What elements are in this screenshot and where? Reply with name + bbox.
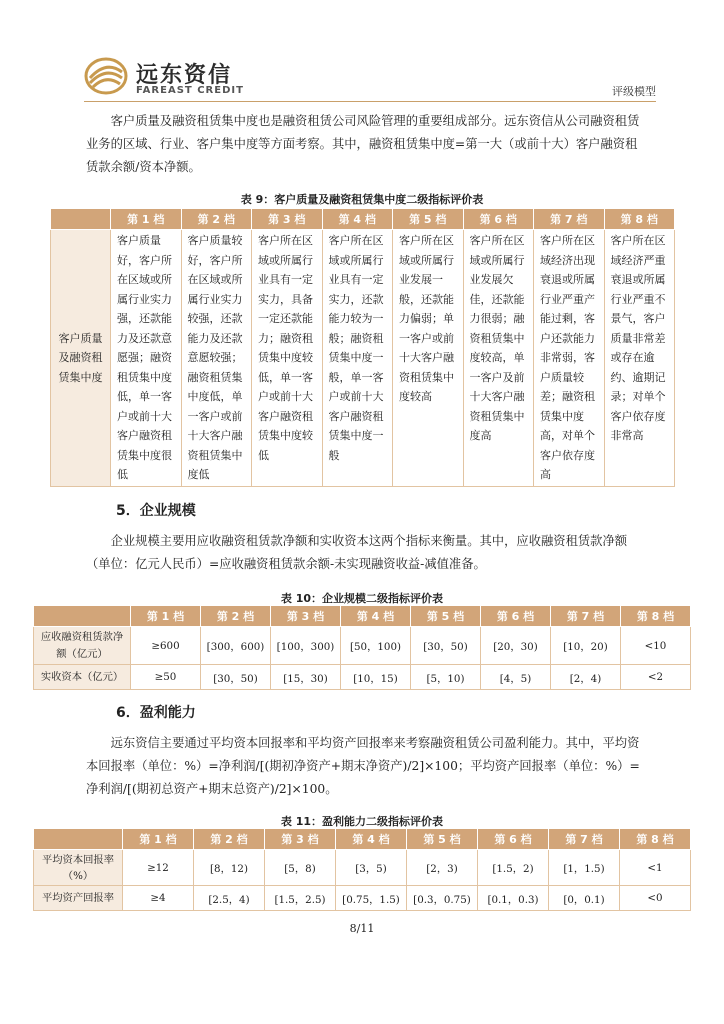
table10-row-label: 实收资本（亿元） — [34, 665, 131, 690]
table11-header-row — [34, 829, 691, 850]
table11-cell: <1 — [620, 850, 691, 886]
table10-header: 第 3 档 — [271, 606, 341, 627]
table11-cell: [2，3) — [407, 850, 478, 886]
table10-cell: <2 — [621, 665, 691, 690]
table10-header: 第 6 档 — [481, 606, 551, 627]
table-row — [34, 627, 691, 665]
table11-cell: [0.1，0.3) — [478, 886, 549, 911]
table9-cell: 客户所在区域或所属行业具有一定实力，还款能力较为一般；融资租赁集中度一般，单一客户或前十大客户融资租赁集中度一般 — [322, 230, 393, 487]
table10-cell: [10，20) — [551, 627, 621, 665]
table11-cell: [1.5，2) — [478, 850, 549, 886]
table11-cell: [8，12) — [194, 850, 265, 886]
table10-cell: [100，300) — [271, 627, 341, 665]
table10-corner-cell — [34, 606, 131, 627]
intro-paragraph: 客户质量及融资租赁集中度也是融资租赁公司风险管理的重要组成部分。远东资信从公司融资租赁业务的区域、行业、客户集中度等方面考察。其中，融资租赁集中度=第一大（或前十大）客户融资租赁款余额/资本净额。 — [86, 114, 640, 174]
table10-header: 第 5 档 — [411, 606, 481, 627]
table11-cell: ≥12 — [123, 850, 194, 886]
table10-header-row — [34, 606, 691, 627]
table9-cell: 客户所在区域或所属行业发展欠佳，还款能力很弱；融资租赁集中度较高，单一客户及前十大客户融资租赁集中度高 — [463, 230, 534, 487]
table9 — [50, 208, 675, 487]
table9-header: 第 8 档 — [604, 209, 675, 230]
table10-header: 第 8 档 — [621, 606, 691, 627]
table11-header: 第 7 档 — [549, 829, 620, 850]
table11-row-label: 平均资本回报率（%） — [34, 850, 123, 886]
company-logo — [84, 56, 324, 100]
table10 — [33, 605, 691, 690]
table10-header: 第 4 档 — [341, 606, 411, 627]
table-row — [34, 886, 691, 911]
table9-cell: 客户所在区域或所属行业发展一般，还款能力偏弱；单一客户或前十大客户融资租赁集中度较高 — [393, 230, 464, 487]
table11-cell: [0.75，1.5) — [336, 886, 407, 911]
table10-cell: [30，50) — [201, 665, 271, 690]
table10-cell: [2，4) — [551, 665, 621, 690]
logo-chinese-name: 远东资信 — [136, 63, 233, 88]
table11-header: 第 1 档 — [123, 829, 194, 850]
table11-header: 第 5 档 — [407, 829, 478, 850]
table11-caption: 表 11：盈利能力二级指标评价表 — [280, 815, 444, 828]
table10-caption: 表 10：企业规模二级指标评价表 — [280, 592, 444, 605]
logo-emblem-icon — [84, 56, 128, 96]
table11-corner-cell — [34, 829, 123, 850]
table10-row-label: 应收融资租赁款净额（亿元） — [34, 627, 131, 665]
table11 — [33, 828, 691, 911]
table9-cell: 客户所在区域经济严重衰退或所属行业严重不景气，客户质量非常差或存在逾约、逾期记录；对单个客户依存度非常高 — [604, 230, 675, 487]
table11-row-label: 平均资产回报率 — [34, 886, 123, 911]
header-divider — [84, 101, 656, 102]
table11-header: 第 4 档 — [336, 829, 407, 850]
table9-header: 第 2 档 — [181, 209, 252, 230]
table-row — [34, 665, 691, 690]
table9-cell: 客户质量较好，客户所在区域或所属行业实力较强，还款能力及还款意愿较强；融资租赁集中度低，单一客户或前十大客户融资租赁集中度低 — [181, 230, 252, 487]
table11-cell: [5，8) — [265, 850, 336, 886]
section5-paragraph: 企业规模主要用应收融资租赁款净额和实收资本这两个指标来衡量。其中，应收融资租赁款净额（单位：亿元人民币）=应收融资租赁款余额-未实现融资收益-减值准备。 — [86, 534, 628, 571]
table11-header: 第 2 档 — [194, 829, 265, 850]
table10-cell: [30，50) — [411, 627, 481, 665]
table10-cell: [50，100) — [341, 627, 411, 665]
section6-title: 6．盈利能力 — [116, 705, 196, 721]
table9-header-row — [51, 209, 675, 230]
table11-cell: [2.5，4) — [194, 886, 265, 911]
table11-header: 第 3 档 — [265, 829, 336, 850]
table11-header: 第 8 档 — [620, 829, 691, 850]
table-row — [34, 850, 691, 886]
table9-cell: 客户所在区域或所属行业具有一定实力，具备一定还款能力；融资租赁集中度较低，单一客户或前十大客户融资租赁集中度较低 — [252, 230, 323, 487]
table11-cell: [0.3，0.75) — [407, 886, 478, 911]
table9-caption: 表 9：客户质量及融资租赁集中度二级指标评价表 — [240, 193, 484, 206]
table10-header: 第 2 档 — [201, 606, 271, 627]
table10-cell: [15，30) — [271, 665, 341, 690]
table10-cell: [10，15) — [341, 665, 411, 690]
page-number: 8/11 — [349, 922, 375, 935]
table10-cell: [20，30) — [481, 627, 551, 665]
table11-cell: [1.5，2.5) — [265, 886, 336, 911]
table9-cell: 客户质量好，客户所在区域或所属行业实力强，还款能力及还款意愿强；融资租赁集中度低，单一客户或前十大客户融资租赁集中度很低 — [111, 230, 182, 487]
table11-cell: [0，0.1) — [549, 886, 620, 911]
table10-header: 第 7 档 — [551, 606, 621, 627]
table10-cell: ≥600 — [131, 627, 201, 665]
table10-cell: [5，10) — [411, 665, 481, 690]
section6-paragraph: 远东资信主要通过平均资本回报率和平均资产回报率来考察融资租赁公司盈利能力。其中，平均资本回报率（单位：%）=净利润/[(期初净资产+期末净资产)/2]×100；平均资产回报率（单位：%）=净利润/[(期初总资产+期末总资产)/2]×100。 — [86, 736, 640, 796]
table10-cell: <10 — [621, 627, 691, 665]
table9-header: 第 5 档 — [393, 209, 464, 230]
table9-header: 第 7 档 — [534, 209, 605, 230]
table10-cell: [4，5) — [481, 665, 551, 690]
table9-header: 第 3 档 — [252, 209, 323, 230]
table9-header: 第 4 档 — [322, 209, 393, 230]
table10-cell: [300，600) — [201, 627, 271, 665]
section5-title: 5．企业规模 — [116, 503, 196, 519]
table11-header: 第 6 档 — [478, 829, 549, 850]
table10-cell: ≥50 — [131, 665, 201, 690]
table9-corner-cell — [51, 209, 111, 230]
table9-header: 第 6 档 — [463, 209, 534, 230]
table11-cell: ≥4 — [123, 886, 194, 911]
table11-cell: [3，5) — [336, 850, 407, 886]
table9-cell: 客户所在区域经济出现衰退或所属行业严重产能过剩，客户还款能力非常弱，客户质量较差；融资租赁集中度高，对单个客户依存度高 — [534, 230, 605, 487]
table11-cell: [1，1.5) — [549, 850, 620, 886]
table11-cell: <0 — [620, 886, 691, 911]
table-row — [51, 230, 675, 487]
header-section-label: 评级模型 — [612, 85, 656, 98]
table9-row-label: 客户质量及融资租赁集中度 — [51, 230, 111, 487]
logo-english-name: FAREAST CREDIT — [136, 85, 244, 96]
table9-header: 第 1 档 — [111, 209, 182, 230]
table10-header: 第 1 档 — [131, 606, 201, 627]
